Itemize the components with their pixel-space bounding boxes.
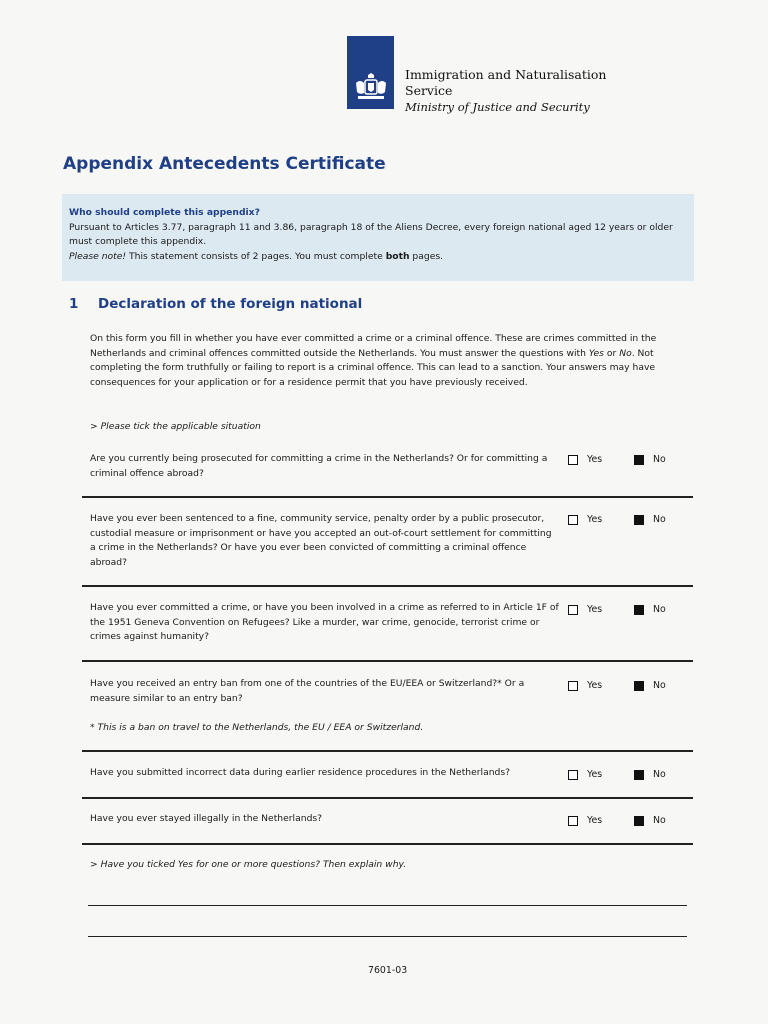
q1-no-checkbox[interactable] (634, 455, 644, 465)
q5-yes-label: Yes (587, 769, 603, 780)
intro-text-1: On this form you fill in whether you have ever committed a crime or a criminal offence. These are crimes committed in the Netherlands and criminal offences committed outside the Netherlands. You must answer the questions with (90, 333, 657, 359)
intro-text-2: . Not completing the form truthfully or failing to report is a criminal offence. This can lead to a sanction. Your answers may have consequences for your application or for a residence permit that you have previously received. (90, 347, 656, 388)
explanation-line-1[interactable] (88, 905, 687, 906)
q2-yes-label: Yes (587, 514, 603, 525)
question-3-text: Have you ever committed a crime, or have you been involved in a crime as referred to in Article 1F of the 1951 Geneva Convention on Refugees? Like a murder, war crime, genocide, terrorist crime or crimes against humanity? (90, 602, 559, 643)
question-1-text: Are you currently being prosecuted for committing a crime in the Netherlands? Or for committing a criminal offence abroad? (90, 453, 548, 479)
q1-yes-option[interactable] (568, 454, 602, 465)
q6-no-checkbox[interactable] (634, 816, 644, 826)
intro-or: or (603, 347, 620, 359)
q2-yes-checkbox[interactable] (568, 515, 578, 525)
q5-no-option[interactable] (634, 769, 666, 780)
ministry-name: Ministry of Justice and Security (405, 100, 590, 114)
coat-of-arms-icon (354, 73, 388, 101)
q3-yes-checkbox[interactable] (568, 605, 578, 615)
form-code: 7601-03 (368, 965, 408, 976)
note-label: Please note! (69, 250, 127, 262)
q3-no-option[interactable] (634, 604, 666, 615)
divider (82, 585, 693, 587)
q6-no-option[interactable] (634, 815, 666, 826)
note-text-1: This statement consists of 2 pages. You must complete (126, 250, 386, 262)
organisation-name (405, 67, 606, 115)
q6-yes-option[interactable] (568, 815, 602, 826)
q2-yes-option[interactable] (568, 514, 602, 525)
q4-yes-label: Yes (587, 680, 603, 691)
section-number: 1 (69, 296, 79, 312)
question-4-text: Have you received an entry ban from one of the countries of the EU/EEA or Switzerland?* Or a measure similar to an entry ban? (90, 678, 525, 704)
q5-yes-option[interactable] (568, 769, 602, 780)
section-title: Declaration of the foreign national (98, 296, 363, 312)
org-line-1: Immigration and Naturalisation (405, 67, 607, 82)
intro-yes: Yes (588, 347, 604, 359)
note-text-2: pages. (409, 250, 444, 262)
q2-no-checkbox[interactable] (634, 515, 644, 525)
org-line-2: Service (405, 83, 453, 98)
info-question: Who should complete this appendix? (69, 207, 260, 218)
question-4-note: * This is a ban on travel to the Netherlands, the EU / EEA or Switzerland. (90, 722, 424, 733)
info-box (62, 194, 694, 281)
q4-yes-checkbox[interactable] (568, 681, 578, 691)
explain-hint: > Have you ticked Yes for one or more questions? Then explain why. (90, 859, 407, 870)
q3-yes-label: Yes (587, 604, 603, 615)
question-2-text: Have you ever been sentenced to a fine, community service, penalty order by a public prosecutor, custodial measure or imprisonment or have you accepted an out-of-court settlement for committing a crime in the Netherlands? Or have you ever been convicted of committing a criminal offence abroad? (90, 513, 552, 568)
divider (82, 797, 693, 799)
q4-no-label: No (653, 680, 666, 691)
section-intro (90, 332, 688, 390)
q5-no-label: No (653, 769, 666, 780)
divider (82, 496, 693, 498)
q4-no-option[interactable] (634, 680, 666, 691)
q5-no-checkbox[interactable] (634, 770, 644, 780)
q1-yes-checkbox[interactable] (568, 455, 578, 465)
q4-no-checkbox[interactable] (634, 681, 644, 691)
q1-no-option[interactable] (634, 454, 666, 465)
question-5-text: Have you submitted incorrect data during earlier residence procedures in the Netherlands? (90, 767, 511, 778)
q3-no-checkbox[interactable] (634, 605, 644, 615)
explanation-line-2[interactable] (88, 936, 687, 937)
divider (82, 750, 693, 752)
tick-hint: > Please tick the applicable situation (90, 421, 261, 432)
note-bold: both (385, 250, 410, 262)
page-title: Appendix Antecedents Certificate (63, 154, 386, 174)
q2-no-option[interactable] (634, 514, 666, 525)
divider (82, 843, 693, 845)
q3-yes-option[interactable] (568, 604, 602, 615)
q6-yes-checkbox[interactable] (568, 816, 578, 826)
q5-yes-checkbox[interactable] (568, 770, 578, 780)
coat-of-arms-logo (347, 36, 394, 109)
intro-no: No (619, 347, 632, 359)
info-note (69, 250, 686, 265)
q4-yes-option[interactable] (568, 680, 602, 691)
q3-no-label: No (653, 604, 666, 615)
q2-no-label: No (653, 514, 666, 525)
q1-yes-label: Yes (587, 454, 603, 465)
divider (82, 660, 693, 662)
q1-no-label: No (653, 454, 666, 465)
q6-no-label: No (653, 815, 666, 826)
q6-yes-label: Yes (587, 815, 603, 826)
info-body: Pursuant to Articles 3.77, paragraph 11 and 3.86, paragraph 18 of the Aliens Decree, every foreign national aged 12 years or older must complete this appendix. (69, 221, 673, 247)
question-6-text: Have you ever stayed illegally in the Netherlands? (90, 813, 323, 824)
